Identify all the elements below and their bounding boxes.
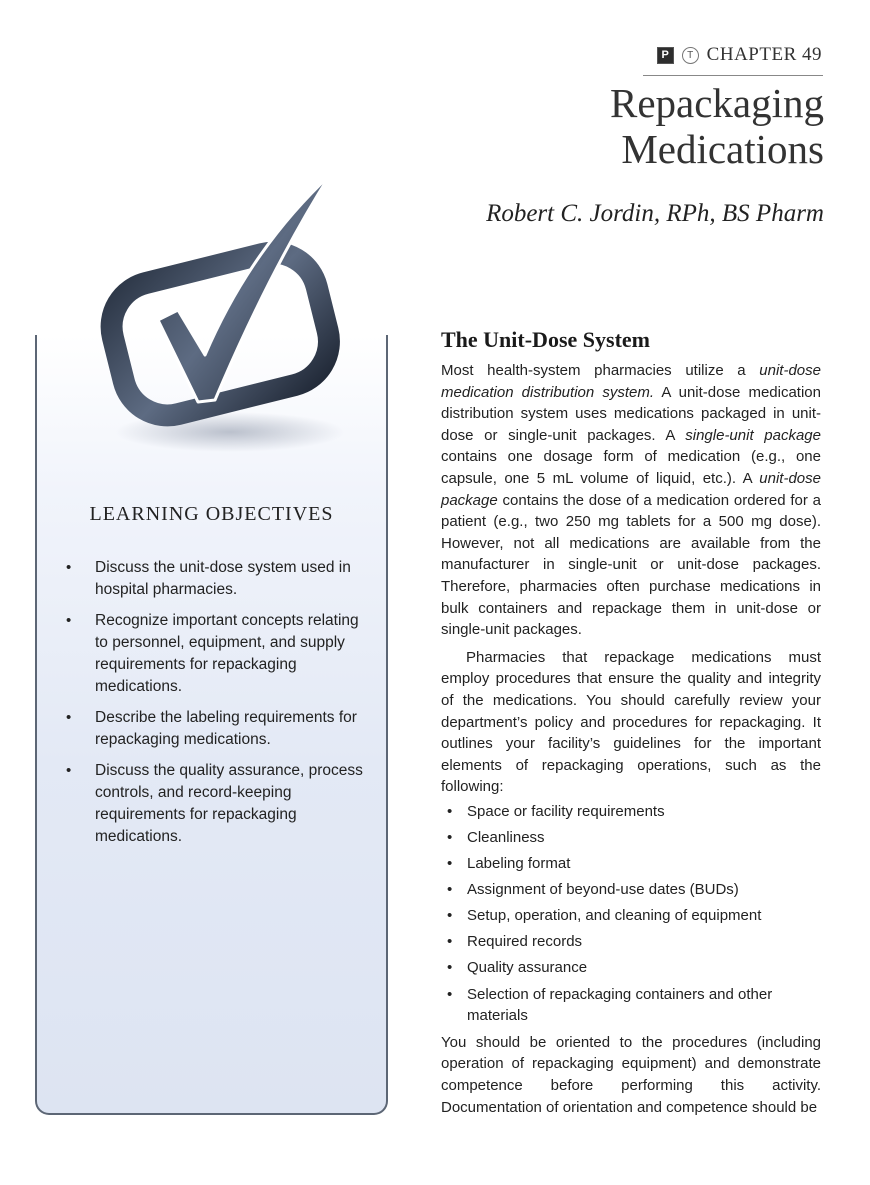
chapter-title-line2: Medications: [621, 126, 824, 172]
list-item: • Required records: [441, 931, 821, 953]
section-heading: The Unit-Dose System: [441, 327, 650, 352]
author-name: Robert C. Jordin, RPh, BS Pharm: [486, 200, 824, 227]
paragraph-1: [441, 360, 821, 641]
paragraph-2: Pharmacies that repackage medications must employ procedures that ensure the quality and integrity of the medications. You should carefully review your department’s policy and procedures for repackaging. It outlines your facility’s guidelines for the important elements of repackaging operations, such as the following:: [441, 648, 821, 796]
chapter-line: [657, 44, 822, 66]
list-item: • Cleanliness: [441, 827, 821, 849]
paragraph-3: You should be oriented to the procedures (including operation of repackaging equipment) and demonstrate competence before performing this activity. Documentation of orientation and competence should be: [441, 1033, 821, 1116]
p1-term-single-unit-package: single-unit package: [685, 426, 821, 444]
checkmark-icon: [80, 170, 370, 460]
p1-term-unit-dose-package: unit-dose package: [441, 469, 821, 509]
list-item: • Setup, operation, and cleaning of equipment: [441, 905, 821, 927]
learning-objectives-heading: LEARNING OBJECTIVES: [89, 503, 334, 525]
objective-item: • Recognize important concepts relating to personnel, equipment, and supply requirements for repackaging medications.: [60, 610, 370, 698]
t-badge-icon: T: [682, 47, 699, 64]
chapter-title-line1: Repackaging: [609, 80, 824, 126]
p1-text-2: A unit-dose medication distribution system uses medications packaged in unit-dose or single-unit packages. A: [441, 383, 821, 444]
objective-item: • Discuss the unit-dose system used in hospital pharmacies.: [60, 557, 370, 601]
list-item: • Space or facility requirements: [441, 801, 821, 823]
p1-term-unit-dose-system: unit-dose medication distribution system.: [441, 362, 821, 401]
repackaging-elements-list: [441, 801, 821, 1027]
objectives-list: [60, 557, 370, 857]
objective-item: • Discuss the quality assurance, process controls, and record-keeping requirements for repackaging medications.: [60, 760, 370, 848]
p1-text-3: contains one dosage form of medication (e.g., one capsule, one 5 mL volume of liquid, etc.). A: [441, 448, 821, 487]
chapter-title: [610, 80, 824, 172]
p1-text-1: Most health-system pharmacies utilize a: [441, 362, 760, 379]
chapter-rule: [643, 75, 823, 76]
p1-text-4: contains the dose of a medication ordered for a patient (e.g., two 250 mg tablets for a 500 mg dose). However, not all medications are available from the manufacturer in single-unit or unit-dose packages. Therefore, pharmacies often purchase medications in bulk containers and repackage them in unit-dose or single-unit packages.: [441, 491, 821, 639]
list-item: • Selection of repackaging containers and other materials: [441, 984, 821, 1027]
body-column: [441, 360, 821, 1118]
list-item: • Quality assurance: [441, 957, 821, 979]
list-item: • Labeling format: [441, 853, 821, 875]
chapter-label: CHAPTER 49: [706, 44, 822, 65]
p-badge-icon: P: [657, 47, 674, 64]
objective-item: • Describe the labeling requirements for repackaging medications.: [60, 707, 370, 751]
list-item: • Assignment of beyond-use dates (BUDs): [441, 879, 821, 901]
